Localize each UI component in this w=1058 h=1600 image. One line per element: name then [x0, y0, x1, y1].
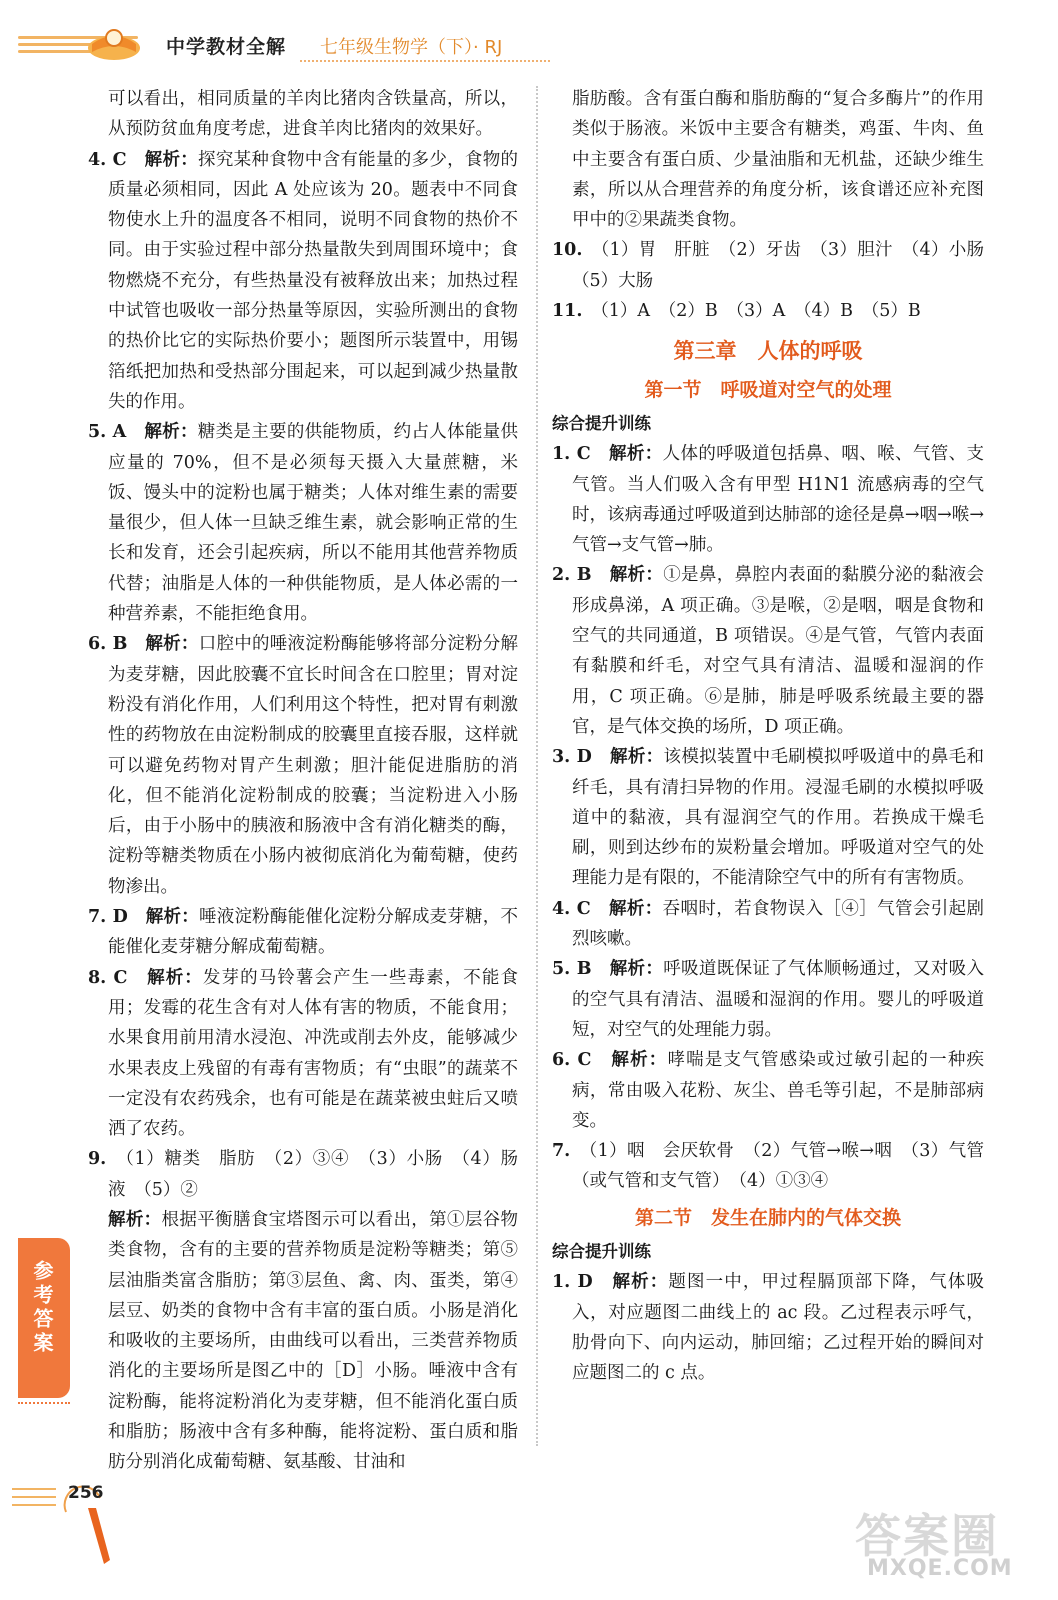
- answer-item: [552, 1136, 984, 1197]
- analysis-label: 解析：: [144, 149, 199, 170]
- answer-text: 唾液淀粉酶能催化淀粉分解成麦芽糖，不能催化麦芽糖分解成葡萄糖。: [108, 907, 518, 958]
- analysis-label: 解析：: [145, 907, 199, 928]
- answer-item: [552, 439, 984, 560]
- footer-decoration-lines: [12, 1488, 56, 1512]
- page-number: 256: [68, 1483, 104, 1503]
- answer-item: [552, 954, 984, 1045]
- answer-number: 7. D: [88, 907, 146, 928]
- answer-text: 发芽的马铃薯会产生一些毒素，不能食用；发霉的花生含有对人体有害的物质，不能食用；水果食用前用清水浸泡、冲洗或削去外皮，能够减少水果表皮上残留的有毒有害物质；有“虫眼”的蔬菜不一定没有农药残余，也有可能是在蔬菜被虫蛀后又喷洒了农药。: [108, 967, 519, 1140]
- answer-text: 该模拟装置中毛刷模拟呼吸道中的鼻毛和纤毛，具有清扫异物的作用。浸湿毛刷的水模拟呼吸道中的黏液，具有湿润空气的作用。若换成干燥毛刷，则到达纱布的炭粉量会增加。呼吸道对空气的处理能力是有限的，不能清除空气中的所有有害物质。: [572, 747, 985, 889]
- answer-number: 8. C: [88, 967, 148, 988]
- analysis-label: 解析：: [610, 747, 664, 768]
- answer-number: 3. D: [552, 747, 611, 768]
- section1-title: 第一节 呼吸道对空气的处理: [644, 378, 892, 401]
- answer-text: 可以看出，相同质量的羊肉比猪肉含铁量高，所以，从预防贫血角度考虑，进食羊肉比猪肉的效果好。: [108, 89, 518, 140]
- answer-continuation: [88, 1205, 518, 1478]
- analysis-label: 解析：: [144, 422, 198, 443]
- answer-number: 5. A: [88, 422, 145, 443]
- page-header: [0, 0, 1058, 66]
- pencil-icon: [84, 1506, 114, 1566]
- left-column: [88, 84, 518, 1478]
- answer-item: [88, 1144, 518, 1205]
- answer-number: 1. C: [552, 444, 609, 465]
- right-column: [552, 84, 1002, 1388]
- answer-text: 哮喘是支气管感染或过敏引起的一种疾病，常由吸入花粉、灰尘、兽毛等引起，不是肺部病变。: [572, 1050, 985, 1131]
- answer-item: [552, 296, 984, 326]
- analysis-label: 解析：: [608, 898, 663, 919]
- answer-item: [88, 963, 518, 1145]
- right-top-answers: [552, 84, 1002, 326]
- answer-text: 口腔中的唾液淀粉酶能够将部分淀粉分解为麦芽糖，因此胶囊不宜长时间含在口腔里；胃对淀粉没有消化作用，人们利用这个特性，把对胃有刺激性的药物放在由淀粉制成的胶囊里直接吞服，这样就可以避免药物对胃产生刺激；胆汁能促进脂肪的消化，但不能消化淀粉制成的胶囊；当淀粉进入小肠后，由于小肠中的胰液和肠液中含有消化糖类的酶，淀粉等糖类物质在小肠内被彻底消化为葡萄糖，使药物渗出。: [108, 634, 519, 897]
- analysis-label: 解析：: [611, 1050, 668, 1071]
- answer-text: 脂肪酸。含有蛋白酶和脂肪酶的“复合多酶片”的作用类似于肠液。米饭中主要含有糖类，鸡蛋、牛肉、鱼中主要含有蛋白质、少量油脂和无机盐，还缺少维生素，所以从合理营养的角度分析，该食谱还应补充图甲中的②果蔬类食物。: [572, 89, 984, 231]
- answer-item: [88, 145, 518, 418]
- analysis-label: 解析：: [608, 444, 663, 465]
- answer-text: （1）咽 会厌软骨 （2）气管→喉→咽 （3）气管（或气管和支气管） （4）①③④: [572, 1141, 984, 1192]
- answer-text: 呼吸道既保证了气体顺畅通过，又对吸入的空气具有清洁、温暖和湿润的作用。婴儿的呼吸道短，对空气的处理能力弱。: [572, 959, 985, 1040]
- watermark-cn: 答案圈: [855, 1509, 999, 1563]
- answer-continuation: [88, 84, 518, 145]
- section1-answers: [552, 439, 984, 1196]
- answer-continuation: [552, 84, 984, 235]
- answer-text: （1）糖类 脂肪 （2）③④ （3）小肠 （4）肠液 （5）②: [108, 1149, 518, 1200]
- answer-number: 11.: [552, 301, 600, 322]
- analysis-label: 解析：: [609, 565, 664, 586]
- answer-item: [88, 902, 518, 963]
- answer-item: [552, 1267, 984, 1388]
- answer-item: [552, 235, 1002, 296]
- header-subtitle: 七年级生物学（下）· RJ: [320, 37, 503, 58]
- answer-number: 1. D: [552, 1272, 613, 1293]
- chapter-title: 第三章 人体的呼吸: [673, 339, 863, 364]
- answer-text: 人体的呼吸道包括鼻、咽、喉、气管、支气管。当人们吸入含有甲型 H1N1 流感病毒的空气时，该病毒通过呼吸道到达肺部的途径是鼻→咽→喉→气管→支气管→肺。: [572, 444, 985, 556]
- answer-text: （1）A （2）B （3）A （4）B （5）B: [599, 301, 921, 322]
- answer-item: [88, 417, 518, 629]
- answer-item: [552, 1045, 984, 1136]
- book-logo-icon: [84, 22, 144, 62]
- answer-number: 2. B: [552, 565, 610, 586]
- answer-number: 4. C: [88, 149, 145, 170]
- analysis-label: 解析：: [147, 967, 203, 988]
- answer-number: 6. B: [88, 634, 146, 655]
- answer-number: 10.: [552, 240, 601, 261]
- column-divider: [536, 86, 538, 1446]
- answer-number: 4. C: [552, 898, 609, 919]
- header-dotted-rule: [300, 60, 550, 62]
- watermark: [855, 1500, 1035, 1590]
- answer-text: ①是鼻，鼻腔内表面的黏膜分泌的黏液会形成鼻涕，A 项正确。③是喉，②是咽，咽是食物和空气的共同通道，B 项错误。④是气管，气管内表面有黏膜和纤毛，对空气具有清洁、温暖和湿润的作用，C 项正确。⑥是肺，肺是呼吸系统最主要的器官，是气体交换的场所，D 项正确。: [572, 565, 985, 737]
- answer-text: 糖类是主要的供能物质，约占人体能量供应量的 70%，但不是必须每天摄入大量蔗糖，米饭、馒头中的淀粉也属于糖类；人体对维生素的需要量很少，但人体一旦缺乏维生素，就会影响正常的生长和发育，还会引起疾病，所以不能用其他营养物质代替；油脂是人体的一种供能物质，是人体必需的一种营养素，不能拒绝食用。: [108, 422, 518, 625]
- answer-text: 题图一中，甲过程膈顶部下降，气体吸入，对应题图二曲线上的 ac 段。乙过程表示呼气，肋骨向下、向内运动，肺回缩；乙过程开始的瞬间对应题图二的 c 点。: [572, 1272, 985, 1384]
- answer-text: 根据平衡膳食宝塔图示可以看出，第①层谷物类食物，含有的主要的营养物质是淀粉等糖类；第⑤层油脂类富含脂肪；第③层鱼、禽、肉、蛋类，第④层豆、奶类的食物中含有丰富的蛋白质。小肠是消化和吸收的主要场所，由曲线可以看出，三类营养物质消化的主要场所是图乙中的［D］小肠。唾液中含有淀粉酶，能将淀粉消化为麦芽糖，但不能消化蛋白质和脂肪；肠液中含有多种酶，能将淀粉、蛋白质和脂肪分别消化成葡萄糖、氨基酸、甘油和: [108, 1209, 519, 1473]
- analysis-label: 解析：: [609, 959, 664, 980]
- analysis-label: 解析：: [108, 1209, 162, 1230]
- watermark-en: MXQE.COM: [867, 1556, 1013, 1581]
- side-tab: [18, 1238, 70, 1398]
- section2-title: 第二节 发生在肺内的气体交换: [634, 1206, 901, 1229]
- header-brand: 中学教材全解: [166, 36, 287, 58]
- analysis-label: 解析：: [612, 1272, 669, 1293]
- section2-answers: [552, 1267, 984, 1388]
- section2-subtitle: 综合提升训练: [552, 1241, 651, 1261]
- answer-item: [552, 894, 984, 955]
- answer-item: [552, 742, 984, 893]
- answer-number: 6. C: [552, 1050, 612, 1071]
- answer-number: 7.: [552, 1141, 589, 1162]
- answer-number: 5. B: [552, 959, 610, 980]
- answer-item: [88, 629, 518, 902]
- side-tab-label: 参考答案: [30, 1260, 54, 1356]
- analysis-label: 解析：: [145, 634, 199, 655]
- answer-text: （1）胃 肝脏 （2）牙齿 （3）胆汁 （4）小肠 （5）大肠: [572, 240, 1002, 291]
- answer-text: 吞咽时，若食物误入［④］气管会引起剧烈咳嗽。: [572, 898, 985, 950]
- side-tab-dotted-rule: [18, 1402, 70, 1404]
- answer-item: [552, 560, 984, 742]
- answer-text: 探究某种食物中含有能量的多少，食物的质量必须相同，因此 A 处应该为 20。题表中不同食物使水上升的温度各不相同，说明不同食物的热价不同。由于实验过程中部分热量散失到周围环境中；食物燃烧不充分，有些热量没有被释放出来；加热过程中试管也吸收一部分热量等原因，实验所测出的食物的热价比它的实际热价要小；题图所示装置中，用锡箔纸把加热和受热部分围起来，可以起到减少热量散失的作用。: [108, 149, 519, 412]
- section1-subtitle: 综合提升训练: [552, 413, 651, 433]
- answer-number: 9.: [88, 1149, 126, 1170]
